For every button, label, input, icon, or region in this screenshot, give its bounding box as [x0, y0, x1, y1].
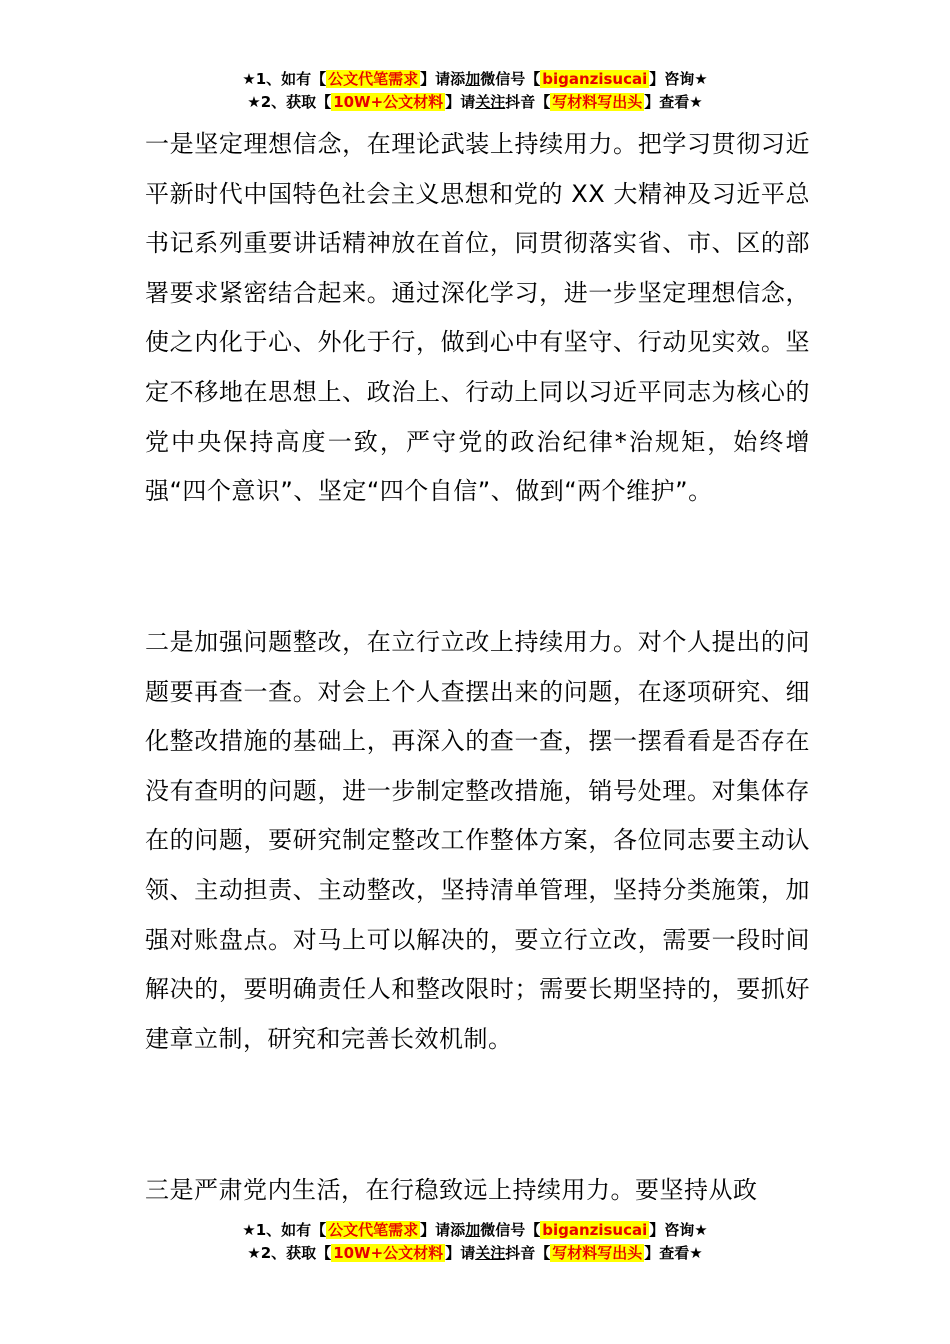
highlight-service: 公文代笔需求 — [328, 70, 419, 88]
banner-line-2: ★2、获取【 10W+公文材料 】请关注抖音【 写材料写出头 】查看★ — [247, 93, 703, 111]
highlight-wechat-id: biganzisucai — [542, 1221, 648, 1239]
highlight-douyin: 写材料写出头 — [552, 93, 643, 111]
paragraph-1: 一是坚定理想信念，在理论武装上持续用力。把学习贯彻习近平新时代中国特色社会主义思想和党的 XX 大精神及习近平总书记系列重要讲话精神放在首位，同贯彻落实省、市、区的部署要求紧密结合起来。通过深化学习，进一步坚定理想信念，使之内化于心、外化于行，做到心中有坚守、行动见实效。坚定不移地在思想上、政治上、行动上同以习近平同志为核心的党中央保持高度一致，严守党的政治纪律*治规矩，始终增强“四个意识”、坚定“四个自信”、做到“两个维护”。 — [145, 130, 810, 506]
highlight-materials: 10W+公文材料 — [333, 93, 444, 111]
highlight-douyin: 写材料写出头 — [552, 1244, 643, 1262]
highlight-materials: 10W+公文材料 — [333, 1244, 444, 1262]
top-banner — [0, 68, 950, 114]
banner-line-1: ★1、如有【 公文代笔需求 】请添加微信号【 biganzisucai 】咨询★ — [242, 1221, 708, 1239]
highlight-wechat-id: biganzisucai — [542, 70, 648, 88]
bottom-banner — [0, 1219, 950, 1265]
highlight-service: 公文代笔需求 — [328, 1221, 419, 1239]
banner-line-2: ★2、获取【 10W+公文材料 】请关注抖音【 写材料写出头 】查看★ — [247, 1244, 703, 1262]
paragraph-3: 三是严肃党内生活，在行稳致远上持续用力。要坚持从政 — [145, 1176, 758, 1204]
banner-line-1: ★1、如有【 公文代笔需求 】请添加微信号【 biganzisucai 】咨询★ — [242, 70, 708, 88]
paragraph-2: 二是加强问题整改，在立行立改上持续用力。对个人提出的问题要再查一查。对会上个人查摆出来的问题，在逐项研究、细化整改措施的基础上，再深入的查一查，摆一摆看看是否存在没有查明的问题，进一步制定整改措施，销号处理。对集体存在的问题，要研究制定整改工作整体方案，各位同志要主动认领、主动担责、主动整改，坚持清单管理，坚持分类施策，加强对账盘点。对马上可以解决的，要立行立改，需要一段时间解决的，要明确责任人和整改限时；需要长期坚持的，要抓好建章立制，研究和完善长效机制。 — [145, 628, 810, 1053]
